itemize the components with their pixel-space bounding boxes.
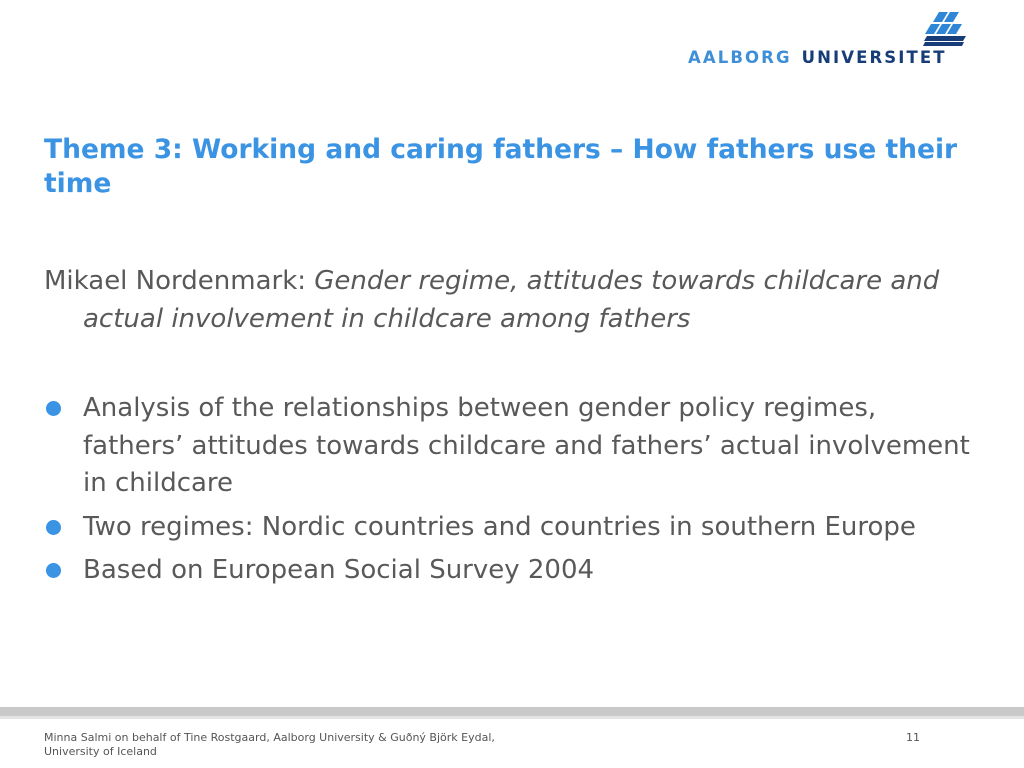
bullet-text: Based on European Social Survey 2004 bbox=[83, 555, 595, 585]
footer-divider bbox=[0, 707, 1024, 716]
bullet-icon bbox=[46, 401, 61, 416]
page-number: 11 bbox=[906, 731, 920, 744]
footer-divider-highlight bbox=[0, 716, 1024, 719]
slide-title: Theme 3: Working and caring fathers – How fathers use their time bbox=[44, 134, 958, 199]
bullet-text: Analysis of the relationships between gender policy regimes, fathers’ attitudes towards childcare and fathers’ actual involvement in childcare bbox=[83, 393, 970, 498]
bullet-list bbox=[44, 390, 984, 596]
list-item bbox=[44, 552, 984, 590]
footer-credit: Minna Salmi on behalf of Tine Rostgaard, Aalborg University & Guðný Björk Eydal, University of Iceland bbox=[44, 731, 495, 758]
university-logo bbox=[686, 10, 1004, 68]
author-name: Mikael Nordenmark: bbox=[44, 266, 307, 296]
paper-reference bbox=[44, 263, 1023, 338]
list-item bbox=[44, 390, 984, 503]
logo-word-universitet: UNIVERSITET bbox=[801, 48, 947, 67]
logo-word-aalborg: AALBORG bbox=[688, 48, 792, 67]
logo-wordmark bbox=[688, 47, 1004, 69]
list-item bbox=[44, 509, 984, 547]
bullet-text: Two regimes: Nordic countries and countries in southern Europe bbox=[83, 511, 916, 542]
bullet-icon bbox=[46, 520, 61, 535]
paper-title: Gender regime, attitudes towards childcare and actual involvement in childcare among fathers bbox=[83, 266, 940, 334]
aalborg-logo-mark-icon bbox=[922, 10, 968, 48]
bullet-icon bbox=[46, 563, 61, 578]
